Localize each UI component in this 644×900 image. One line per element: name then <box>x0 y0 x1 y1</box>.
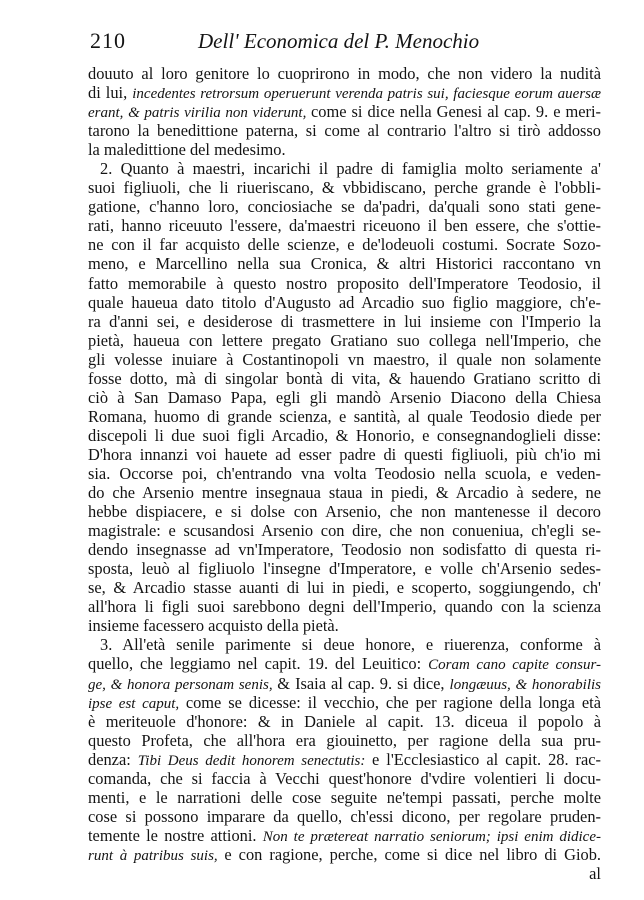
text-line <box>88 769 601 788</box>
text-segment: pietà, haueua con lettere pregato Gratiano suo collega nell'Imperio, che <box>88 330 601 350</box>
text-segment: come se dicesse: il vecchio, che per ragione della longa età <box>185 692 602 712</box>
text-segment: ne con il far acquisto delle scienze, e de'lodeuoli costumi. Socrate Sozo- <box>88 235 601 255</box>
text-segment: gli volesse inuiare à Costantinopoli vn maestro, il quale non solamente <box>88 349 601 369</box>
italic-text: runt à patribus suis, <box>88 847 225 864</box>
text-line <box>88 331 601 350</box>
text-segment: temente le nostre attioni. <box>88 825 263 845</box>
text-line <box>88 274 601 293</box>
text-line <box>88 83 601 102</box>
text-line <box>88 426 601 445</box>
running-title: Dell' Economica del P. Menochio <box>198 29 480 53</box>
text-segment: dendo insegnasse ad vn'Imperatore, Teodosio non sodisfatto di questa ri- <box>88 540 601 560</box>
text-line <box>88 369 601 388</box>
text-segment: fatto memorabile à questo nostro proposito dell'Imperatore Teodosio, il <box>88 273 601 293</box>
text-line <box>88 312 601 331</box>
text-line <box>88 597 601 616</box>
text-segment: quello, che leggiamo nel capit. 19. del Leuitico: <box>88 654 429 674</box>
text-segment: do che Arsenio mentre insegnaua staua in piedi, & Arcadio à sedere, ne <box>88 483 601 503</box>
text-segment: al <box>589 863 601 883</box>
text-line <box>88 407 601 426</box>
italic-text: erant, & patris virilia non viderunt, <box>88 105 312 122</box>
text-segment: insieme facessero acquisto della pietà. <box>88 616 339 636</box>
text-line <box>88 64 601 83</box>
text-line <box>88 464 601 483</box>
text-segment: Romana, huomo di grande scienza, e santità, al quale Teodosio diede per <box>88 406 601 426</box>
text-segment: quale haueua dato titolo d'Augusto ad Arcadio suo figlio maggiore, ch'e- <box>88 292 601 312</box>
text-segment: 2. Quanto à maestri, incarichi il padre di famiglia molto seriamente a' <box>100 159 601 179</box>
text-line <box>88 483 601 502</box>
text-segment: denza: <box>88 749 138 769</box>
text-line <box>88 693 601 712</box>
text-segment: e l'Ecclesiastico al capit. 28. rac- <box>372 749 602 769</box>
text-segment: sia. Occorse poi, ch'entrando vna volta Teodosio nella scuola, e veden- <box>88 463 601 483</box>
text-line <box>88 178 601 197</box>
text-line <box>88 826 601 845</box>
italic-text: Coram cano capite consur- <box>428 657 601 674</box>
text-segment: 3. All'età senile parimente si deue honore, e riuerenza, conforme à <box>100 635 601 655</box>
text-line <box>88 540 601 559</box>
text-line <box>88 502 601 521</box>
text-segment: D'hora innanzi voi hauete ad esser padre di questi figliuoli, più ch'io mi <box>88 444 601 464</box>
text-segment: discepoli li due suoi figli Arcadio, & Honorio, e consegnandoglieli disse: <box>88 425 601 445</box>
text-segment: cose si possono imparare da quello, ch'essi dicono, per regolare pruden- <box>88 806 601 826</box>
text-segment: suoi figliuoli, che li riueriscano, & vbbidiscano, perche grande è l'obbli- <box>88 178 601 198</box>
text-line <box>88 121 601 140</box>
text-line <box>88 293 601 312</box>
text-segment: è meriteuole d'honore: & in Daniele al capit. 13. diceua il popolo à <box>88 711 601 731</box>
text-segment: rati, hanno riceuuto l'essere, da'maestri riceuono il ben essere, che s'ottie- <box>88 216 601 236</box>
text-segment: e con ragione, perche, come si dice nel libro di Giob. <box>224 844 601 864</box>
text-segment: comanda, che si faccia à Vecchi quest'honore d'vdire volentieri li docu- <box>88 768 601 788</box>
italic-text: ipse est caput, <box>88 695 186 712</box>
page-number: 210 <box>90 28 126 53</box>
text-segment: menti, e le narrationi delle cose seguite ne'tempi passati, perche molte <box>88 787 601 807</box>
text-segment: meno, e Marcellino nella sua Cronica, & altri Historici raccontano vn <box>88 254 601 274</box>
text-line <box>88 388 601 407</box>
body-text <box>88 64 601 883</box>
text-segment: hebbe dispiacere, e si dolse con Arsenio, che non mantenesse il decoro <box>88 502 601 522</box>
text-segment: all'hora li figli suoi sarebbono degni dell'Imperio, quando con la scienza <box>88 597 601 617</box>
text-segment: come si dice nella Genesi al cap. 9. e meri- <box>311 102 601 122</box>
text-line <box>88 674 601 693</box>
text-segment: fosse dotto, mà di singolar bontà di vita, & hauendo Gratiano scritto di <box>88 368 601 388</box>
text-segment: douuto al loro genitore lo cuoprirono in modo, che non videro la nudità <box>88 64 601 83</box>
text-segment: ciò à San Damaso Papa, egli gli mandò Arsenio Diacono della Chiesa <box>88 387 601 407</box>
text-line <box>88 635 601 654</box>
text-segment: di lui, <box>88 83 133 103</box>
text-segment: questo Profeta, che all'hora era giouinetto, per ragione della sua pru- <box>88 730 601 750</box>
italic-text: Non te prætereat narratio seniorum; ipsi enim didice- <box>262 828 601 845</box>
text-line <box>88 159 601 178</box>
text-segment: la maledittione del medesimo. <box>88 140 286 160</box>
text-segment: se, & Arcadio stasse auanti di lui in piedi, e scoperto, soggiungendo, ch' <box>88 578 601 598</box>
text-segment: magistrale: e scusandosi Arsenio con dire, che non conueniua, ch'egli se- <box>88 521 601 541</box>
text-line <box>88 864 601 883</box>
page-header <box>90 28 604 56</box>
text-segment: sposta, leuò al figliuolo l'insegne d'Imperatore, e volle ch'Arsenio sedes- <box>88 559 601 579</box>
text-line <box>88 559 601 578</box>
text-line <box>88 254 601 273</box>
text-line <box>88 788 601 807</box>
text-line <box>88 216 601 235</box>
text-segment: ra d'anni sei, e desiderose di trasmettere in lui insieme con l'Imperio la <box>88 311 601 331</box>
text-line <box>88 731 601 750</box>
italic-text: incedentes retrorsum operuerunt verenda patris sui, faciesque eorum auersæ <box>132 86 601 103</box>
text-line <box>88 578 601 597</box>
text-line <box>88 654 601 673</box>
italic-text: ge, & honora personam senis, <box>88 676 278 693</box>
italic-text: Tibi Deus dedit honorem senectutis: <box>137 752 373 769</box>
text-segment: gatione, c'hanno loro, conciosiache se da'padri, da'quali sono stati gene- <box>88 197 601 217</box>
text-line <box>88 845 601 864</box>
text-line <box>88 807 601 826</box>
text-line <box>88 445 601 464</box>
text-line <box>88 750 601 769</box>
text-segment: tarono la benedittione paterna, si come al contrario l'altro si tirò addosso <box>88 121 601 141</box>
text-line <box>88 235 601 254</box>
text-line <box>88 140 601 159</box>
text-line <box>88 521 601 540</box>
text-line <box>88 616 601 635</box>
text-line <box>88 350 601 369</box>
text-line <box>88 197 601 216</box>
text-line <box>88 102 601 121</box>
text-segment: & Isaia al cap. 9. si dice, <box>277 673 450 693</box>
italic-text: longæuus, & honorabilis <box>449 676 602 693</box>
text-line <box>88 712 601 731</box>
